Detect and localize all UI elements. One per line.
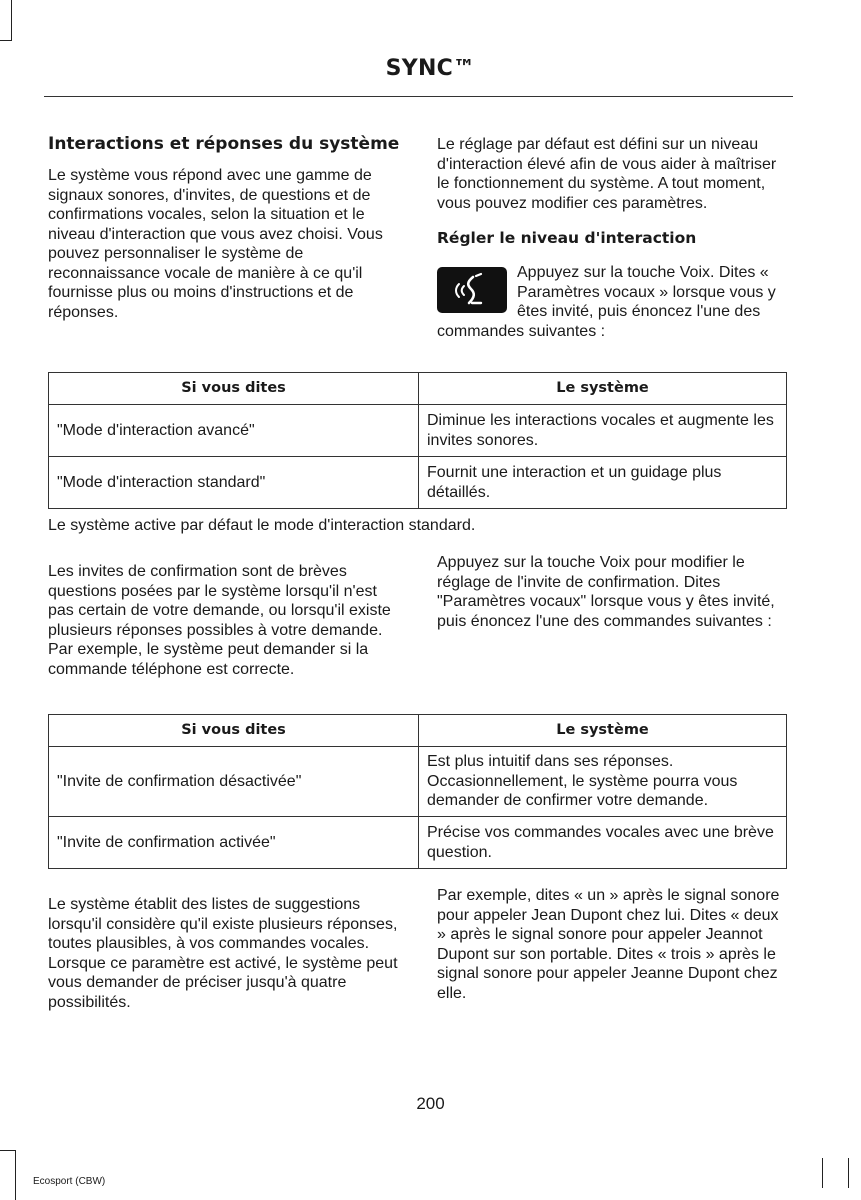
instruction-text: Appuyez sur la touche Voix. Dites « Paramètres vocaux » lorsque vous y êtes invité, puis énoncez l'une des commandes suivantes : — [437, 264, 776, 340]
table-row — [49, 405, 787, 457]
confirmation-right-paragraph — [437, 553, 789, 631]
table-cell: "Invite de confirmation désactivée" — [49, 747, 419, 817]
table-cell: "Mode d'interaction standard" — [49, 457, 419, 509]
page-header-title: SYNC™ — [385, 56, 476, 81]
table-row — [49, 817, 787, 869]
default-setting-paragraph: Le réglage par défaut est défini sur un niveau d'interaction élevé afin de vous aider à maîtriser le fonctionnement du système. A tout moment, vous pouvez modifier ces paramètres. — [437, 136, 777, 212]
table-row — [49, 457, 787, 509]
table-header: Si vous dites — [49, 715, 419, 747]
table-cell: Diminue les interactions vocales et augmente les invites sonores. — [419, 405, 787, 457]
table-cell: "Invite de confirmation activée" — [49, 817, 419, 869]
instruction-block — [437, 263, 789, 341]
section-paragraph: Le système vous répond avec une gamme de signaux sonores, d'invites, de questions et de confirmations vocales, selon la situation et le niveau d'interaction que vous avez choisi. Vous pouvez personnaliser le système de reconnaissance vocale de manière à ce qu'il fournisse plus ou moins d'instructions et de réponses. — [48, 167, 383, 321]
table-cell: "Mode d'interaction avancé" — [49, 405, 419, 457]
suggestions-left-paragraph — [48, 895, 404, 1012]
table-cell: Est plus intuitif dans ses réponses. Occasionnellement, le système pourra vous demander de confirmer votre demande. — [419, 747, 787, 817]
table-row — [49, 747, 787, 817]
crop-mark — [822, 1158, 823, 1188]
table-header: Le système — [419, 373, 787, 405]
footer-model: Ecosport (CBW) — [33, 1176, 106, 1187]
table-cell: Précise vos commandes vocales avec une brève question. — [419, 817, 787, 869]
paragraph: Par exemple, dites « un » après le signal sonore pour appeler Jean Dupont chez lui. Dites « deux » après le signal sonore pour appeler Jeannot Dupont sur son portable. Dites « trois » après le signal sonore pour appeler Jeanne Dupont chez elle. — [437, 887, 780, 1002]
section-interactions — [48, 135, 404, 322]
crop-mark — [0, 1150, 15, 1151]
section-interaction-level — [437, 135, 789, 341]
crop-mark — [15, 1150, 16, 1200]
crop-mark — [848, 1158, 849, 1188]
header-divider — [44, 96, 793, 97]
table-header-row — [49, 373, 787, 405]
interaction-level-table — [48, 372, 787, 509]
section-heading: Interactions et réponses du système — [48, 134, 400, 154]
default-mode-note: Le système active par défaut le mode d'interaction standard. — [48, 517, 476, 534]
paragraph: Le système établit des listes de suggestions lorsqu'il considère qu'il existe plusieurs réponses, toutes plausibles, à vos commandes vocales. Lorsque ce paramètre est activé, le système peut vous demander de préciser jusqu'à quatre possibilités. — [48, 896, 398, 1011]
subsection-heading: Régler le niveau d'interaction — [437, 229, 697, 247]
paragraph: Les invites de confirmation sont de brèves questions posées par le système lorsqu'il n'est pas certain de votre demande, ou lorsqu'il existe plusieurs réponses possibles à votre demande. Par exemple, le système peut demander si la commande téléphone est correcte. — [48, 563, 391, 678]
table-header-row — [49, 715, 787, 747]
confirmation-left-paragraph — [48, 562, 404, 679]
table-cell: Fournit une interaction et un guidage plus détaillés. — [419, 457, 787, 509]
voice-button-icon — [437, 267, 507, 313]
crop-mark — [0, 40, 12, 41]
table-header: Le système — [419, 715, 787, 747]
confirmation-table — [48, 714, 787, 869]
table-header: Si vous dites — [49, 373, 419, 405]
suggestions-right-paragraph — [437, 886, 789, 1003]
paragraph: Appuyez sur la touche Voix pour modifier le réglage de l'invite de confirmation. Dites "Paramètres vocaux" lorsque vous y êtes invité, puis énoncez l'une des commandes suivantes : — [437, 554, 775, 630]
page-number: 200 — [416, 1094, 445, 1113]
crop-mark — [11, 0, 12, 40]
